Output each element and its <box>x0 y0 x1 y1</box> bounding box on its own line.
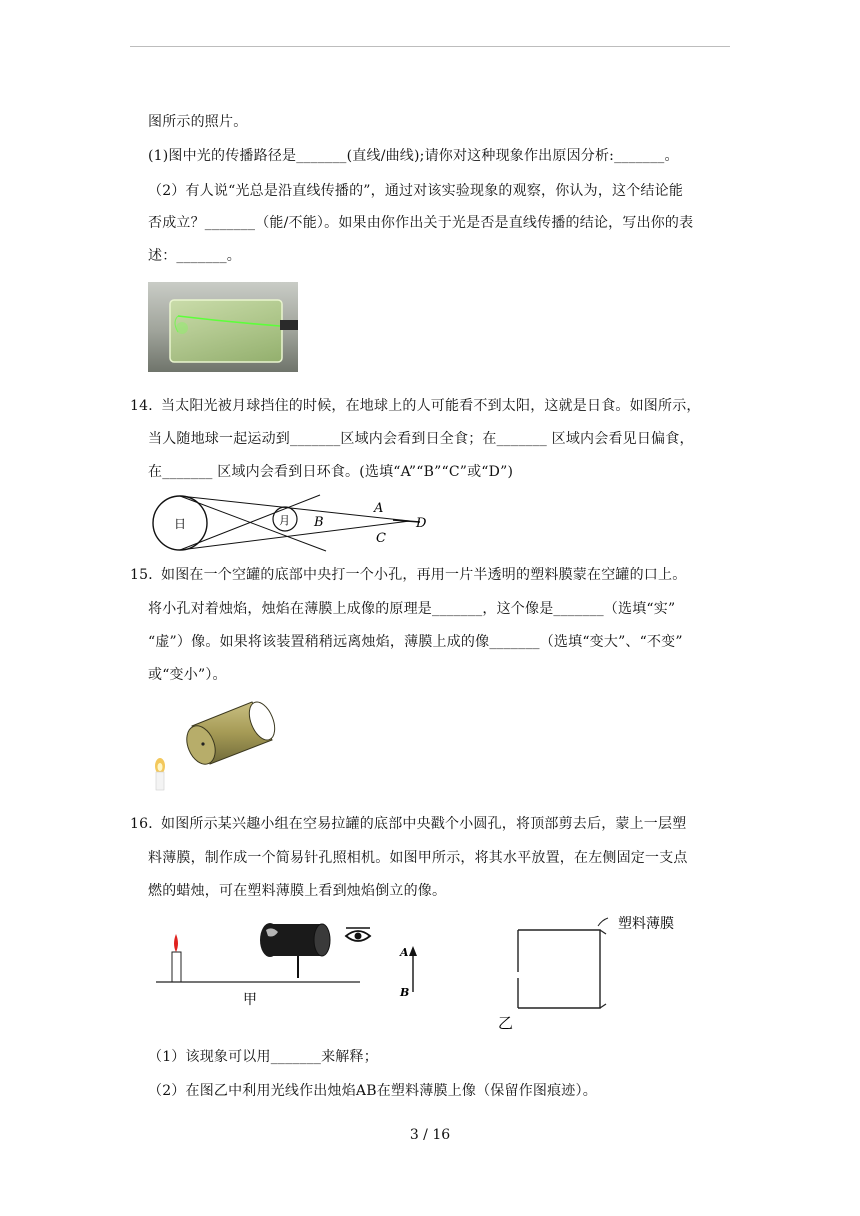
label-A: A <box>400 946 409 959</box>
q13-sub2-line3: 述：_______。 <box>148 248 241 264</box>
candle-flame <box>174 934 178 952</box>
q15-line3: “虚”）像。如果将该装置稍稍远离烛焰，薄膜上成的像_______（选填“变大”、“不变” <box>148 634 683 650</box>
moon-label: 月 <box>279 514 290 527</box>
figure-jia-label: 甲 <box>243 992 257 1008</box>
label-B: B <box>400 986 410 999</box>
laser-tank-photo <box>148 282 298 372</box>
label-A: A <box>374 501 384 516</box>
q15-line4: 或“变小”）。 <box>148 667 227 683</box>
eclipse-diagram <box>148 493 438 555</box>
q13-sub2-line2: 否成立？_______（能/不能）。如果由你作出关于光是否是直线传播的结论，写出你的表 <box>148 215 694 231</box>
q16-sub1: （1）该现象可以用_______来解释； <box>148 1049 378 1065</box>
q14-line3: 在_______ 区域内会看到日环食。(选填“A”“B”“C”或“D”) <box>148 464 514 480</box>
pinhole-can-figure <box>148 696 278 792</box>
q14-line1: 当太阳光被月球挡住的时候，在地球上的人可能看不到太阳，这就是日食。如图所示， <box>161 398 701 414</box>
q16-line3: 燃的蜡烛，可在塑料薄膜上看到烛焰倒立的像。 <box>148 883 447 899</box>
film-label: 塑料薄膜 <box>618 916 674 932</box>
q16-sub2: （2）在图乙中利用光线作出烛焰AB在塑料薄膜上像（保留作图痕迹）。 <box>148 1083 597 1099</box>
q13-sub1: (1)图中光的传播路径是_______(直线/曲线);请你对这种现象作出原因分析:_______。 <box>148 148 679 164</box>
figure-jia <box>148 914 418 1010</box>
figure-yi-label: 乙 <box>498 1014 514 1032</box>
label-B: B <box>314 515 324 530</box>
sun-label: 日 <box>174 517 187 531</box>
header-rule <box>130 46 730 47</box>
q14-number: 14． <box>130 398 163 414</box>
page-number: 3 / 16 <box>409 1127 451 1143</box>
q14-line2: 当人随地球一起运动到_______区域内会看到日全食；在_______ 区域内会看见日偏食， <box>148 431 694 447</box>
label-D: D <box>416 516 427 531</box>
q15-number: 15． <box>130 567 163 583</box>
candle-body <box>172 952 181 982</box>
q13-text-line: 图所示的照片。 <box>148 114 248 130</box>
label-C: C <box>376 531 386 546</box>
q16-number: 16． <box>130 816 163 832</box>
q16-line1: 如图所示某兴趣小组在空易拉罐的底部中央戳个小圆孔，将顶部剪去后，蒙上一层塑 <box>161 816 687 832</box>
q15-line2: 将小孔对着烛焰，烛焰在薄膜上成像的原理是_______，这个像是_______（选填“实” <box>148 601 676 617</box>
q13-sub2-line1: （2）有人说“光总是沿直线传播的”，通过对该实验现象的观察，你认为，这个结论能 <box>148 183 684 199</box>
q15-line1: 如图在一个空罐的底部中央打一个小孔，再用一片半透明的塑料膜蒙在空罐的口上。 <box>161 567 687 583</box>
q16-line2: 料薄膜，制作成一个简易针孔照相机。如图甲所示，将其水平放置，在左侧固定一支点 <box>148 850 688 866</box>
figure-yi <box>490 910 710 1032</box>
